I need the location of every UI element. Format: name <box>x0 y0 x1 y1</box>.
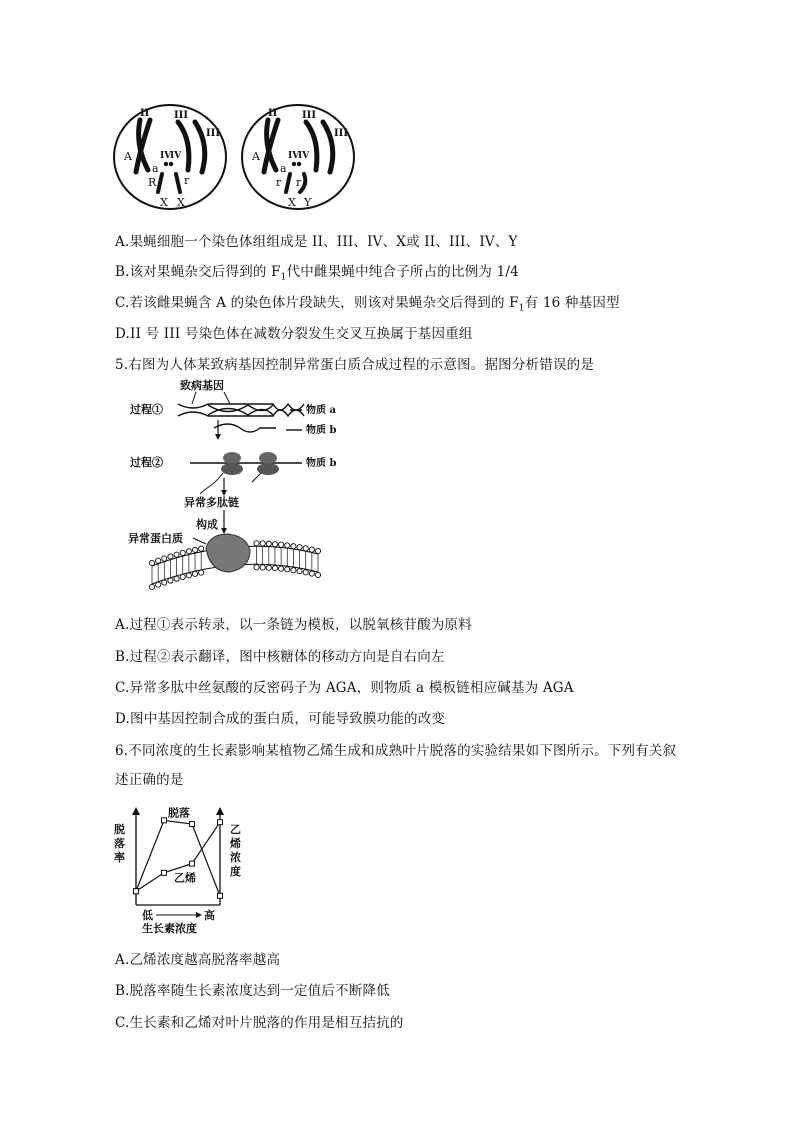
y-axis-left-label-1: 脱 <box>114 823 125 836</box>
karyotype-figure <box>110 100 370 215</box>
phospholipid-head <box>180 550 185 555</box>
q4-option-c-text-2: 有 16 种基因型 <box>524 295 620 311</box>
x-tick-high: 高 <box>204 909 215 922</box>
female-karyotype <box>114 105 226 209</box>
phospholipid-head <box>279 566 284 571</box>
y-axis-right-arrow <box>216 807 224 815</box>
q5-option-b: B.过程②表示翻译，图中核糖体的移动方向是自右向左 <box>115 649 445 665</box>
phospholipid-head <box>186 573 191 578</box>
gene-R-label: R <box>148 176 157 189</box>
series-1-point-0 <box>134 889 139 894</box>
q5-option-d: D.图中基因控制合成的蛋白质，可能导致膜功能的改变 <box>115 711 446 727</box>
phospholipid-head <box>254 541 259 546</box>
gene-A-label: A <box>124 150 132 163</box>
phospholipid-head <box>272 542 277 547</box>
phospholipid-head <box>162 580 167 585</box>
gene-r-label: r <box>184 174 190 187</box>
phospholipid-head <box>266 565 271 570</box>
series-label-0: 脱落 <box>168 806 190 820</box>
roman-II-label: II <box>140 108 150 119</box>
series-0-point-2 <box>190 822 195 827</box>
constitute-label: 构成 <box>196 518 218 531</box>
phospholipid-head <box>315 548 320 553</box>
substance-b-label-2: 物质 b <box>306 458 337 469</box>
phospholipid-head <box>279 542 284 547</box>
gene-a-label: a <box>280 162 287 175</box>
phospholipid-head <box>272 566 277 571</box>
x-axis-arrow-head <box>196 912 202 918</box>
q4-option-a: A.果蝇细胞一个染色体组组成是 II、III、IV、X或 II、III、IV、Y <box>115 234 518 250</box>
phospholipid-head <box>309 547 314 552</box>
male-karyotype <box>242 105 354 209</box>
phospholipid-head <box>285 543 290 548</box>
q6-option-a: A.乙烯浓度越高脱落率越高 <box>115 952 281 968</box>
q5-option-c: C.异常多肽中丝氨酸的反密码子为 AGA，则物质 a 模板链相应碱基为 AGA <box>115 680 574 696</box>
q6-option-c: C.生长素和乙烯对叶片脱落的作用是相互拮抗的 <box>115 1015 404 1031</box>
roman-IV-label: IV <box>160 151 172 161</box>
q4-option-b-text-2: 代中雌果蝇中纯合子所占的比例为 1/4 <box>286 264 519 280</box>
phospholipid-head <box>199 546 204 551</box>
series-label-1: 乙烯 <box>174 871 196 885</box>
ribosome-2 <box>259 452 277 464</box>
q4-option-b <box>115 260 519 283</box>
gene-r-label-2: r <box>296 176 302 189</box>
gene-expression-figure <box>118 378 358 598</box>
phospholipid-head <box>266 541 271 546</box>
phospholipid-head <box>303 570 308 575</box>
series-1-point-1 <box>162 870 167 875</box>
y-axis-left-arrow <box>132 807 140 815</box>
roman-III-label-2: III <box>334 128 349 139</box>
phospholipid-head <box>174 576 179 581</box>
phospholipid-head <box>156 582 161 587</box>
phospholipid-head <box>297 545 302 550</box>
sex-chrom-label-2: X <box>177 196 185 209</box>
phospholipid-head <box>291 568 296 573</box>
phospholipid-head <box>254 565 259 570</box>
q4-option-c-text: C.若该雌果蝇含 A 的染色体片段缺失，则该对果蝇杂交后得到的 F <box>115 295 519 311</box>
phospholipid-head <box>168 578 173 583</box>
phospholipid-head <box>186 549 191 554</box>
y-axis-right-label-3: 浓 <box>230 851 241 864</box>
q6-option-b: B.脱落率随生长素浓度达到一定值后不断降低 <box>115 983 390 999</box>
phospholipid-head <box>260 541 265 546</box>
sex-chrom-label-1: X <box>160 196 168 209</box>
auxin-chart <box>112 805 262 935</box>
abnormal-protein-shape <box>206 534 250 572</box>
abnormal-polypeptide-label: 异常多肽链 <box>184 496 239 509</box>
q4-option-c <box>115 291 620 314</box>
substance-a-label: 物质 a <box>306 405 336 416</box>
process-1-label: 过程① <box>130 403 163 416</box>
phospholipid-head <box>174 552 179 557</box>
phospholipid-head <box>149 560 154 565</box>
substance-b-label-1: 物质 b <box>306 425 337 436</box>
phospholipid-head <box>156 558 161 563</box>
series-0-point-1 <box>162 818 167 823</box>
q4-option-b-text: B.该对果蝇杂交后得到的 F <box>115 264 281 280</box>
phospholipid-head <box>309 571 314 576</box>
q5-option-a: A.过程①表示转录，以一条链为模板，以脱氧核苷酸为原料 <box>115 617 472 633</box>
roman-III-label: III <box>302 110 317 121</box>
roman-III-label-2: III <box>206 128 221 139</box>
gene-r-label-1: r <box>276 176 282 189</box>
roman-III-label: III <box>174 110 189 121</box>
phospholipid-head <box>199 570 204 575</box>
ribosome-1-small <box>221 463 243 475</box>
sex-chrom-label-2: Y <box>304 196 312 209</box>
phospholipid-head <box>192 547 197 552</box>
abnormal-protein-label: 异常蛋白质 <box>128 532 183 545</box>
phospholipid-head <box>168 554 173 559</box>
x-axis-label: 生长素浓度 <box>142 922 197 935</box>
y-axis-left-label-3: 率 <box>114 851 125 864</box>
q5-stem: 5.右图为人体某致病基因控制异常蛋白质合成过程的示意图。据图分析错误的是 <box>115 357 595 373</box>
series-1-point-3 <box>218 820 223 825</box>
phospholipid-head <box>291 544 296 549</box>
roman-II-label: II <box>268 108 278 119</box>
q4-option-b-sub: 1 <box>280 272 287 283</box>
roman-IV-label: IV <box>288 151 300 161</box>
q4-option-d: D.II 号 III 号染色体在减数分裂发生交叉互换属于基因重组 <box>115 326 473 342</box>
phospholipid-head <box>303 546 308 551</box>
phospholipid-head <box>285 567 290 572</box>
process-2-label: 过程② <box>130 456 163 469</box>
phospholipid-head <box>315 572 320 577</box>
gene-A-label: A <box>252 150 260 163</box>
y-axis-right-label-4: 度 <box>230 865 241 878</box>
q6-stem-line1: 6.不同浓度的生长素影响某植物乙烯生成和成熟叶片脱落的实验结果如下图所示。下列有关叙 <box>115 743 677 759</box>
gene-a-label: a <box>152 162 159 175</box>
sex-chrom-label-1: X <box>288 196 296 209</box>
phospholipid-head <box>297 569 302 574</box>
series-0-point-3 <box>218 893 223 898</box>
phospholipid-head <box>192 571 197 576</box>
gene-label: 致病基因 <box>180 379 224 392</box>
q4-option-c-sub: 1 <box>518 303 525 314</box>
q6-stem-line2: 述正确的是 <box>115 772 184 788</box>
phospholipid-head <box>162 556 167 561</box>
x-tick-low: 低 <box>142 909 153 922</box>
y-axis-left-label-2: 落 <box>114 837 125 850</box>
ribosome-1 <box>223 452 241 464</box>
roman-IV-label-2: IV <box>170 151 182 161</box>
phospholipid-head <box>180 574 185 579</box>
phospholipid-head <box>149 584 154 589</box>
y-axis-right-label-2: 烯 <box>230 837 241 850</box>
series-1-point-2 <box>190 861 195 866</box>
phospholipid-head <box>260 565 265 570</box>
roman-IV-label-2: IV <box>298 151 310 161</box>
y-axis-right-label-1: 乙 <box>230 823 241 836</box>
